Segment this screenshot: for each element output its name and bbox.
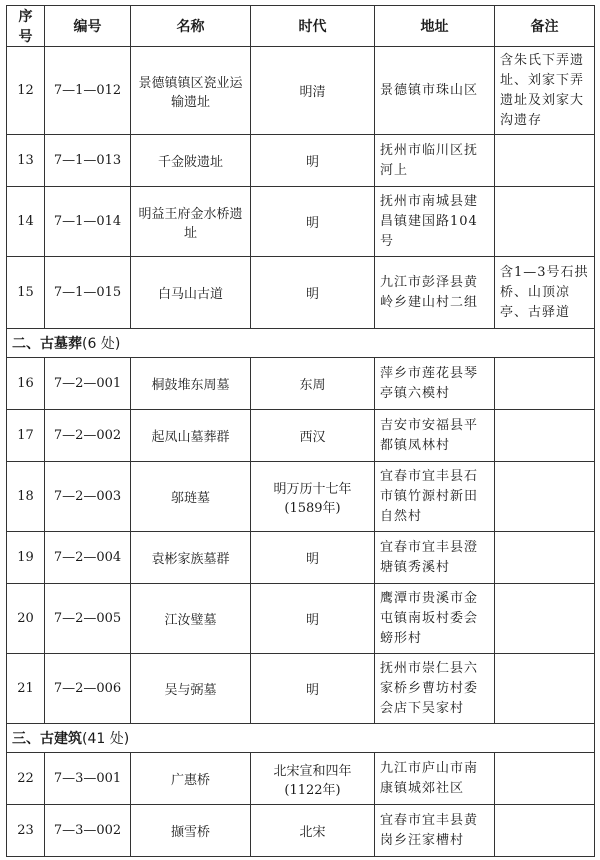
cell-seq: 23	[7, 805, 45, 857]
cell-note: 含1—3号石拱桥、山顶凉亭、古驿道	[495, 257, 595, 329]
cell-seq: 17	[7, 410, 45, 462]
cell-era: 西汉	[251, 410, 375, 462]
cell-era: 明万历十七年(1589年)	[251, 462, 375, 532]
table-row	[7, 47, 595, 135]
cell-name: 起凤山墓葬群	[131, 410, 251, 462]
cell-era: 北宋	[251, 805, 375, 857]
cell-name: 江汝璧墓	[131, 584, 251, 654]
cell-name: 白马山古道	[131, 257, 251, 329]
cell-seq: 21	[7, 654, 45, 724]
cell-note: 含朱氏下弄遗址、刘家下弄遗址及刘家大沟遗存	[495, 47, 595, 135]
cell-address: 抚州市崇仁县六家桥乡曹坊村委会店下吴家村	[375, 654, 495, 724]
cell-era: 明	[251, 187, 375, 257]
cell-era: 明	[251, 257, 375, 329]
cell-name: 桐鼓堆东周墓	[131, 358, 251, 410]
cell-address: 九江市庐山市南康镇城郊社区	[375, 753, 495, 805]
cell-note	[495, 532, 595, 584]
cell-address: 萍乡市莲花县琴亭镇六模村	[375, 358, 495, 410]
table-row	[7, 410, 595, 462]
cell-note	[495, 753, 595, 805]
header-seq: 序号	[7, 6, 45, 47]
cell-code: 7—3—002	[45, 805, 131, 857]
cell-code: 7—2—004	[45, 532, 131, 584]
cell-name: 吴与弼墓	[131, 654, 251, 724]
cell-note	[495, 187, 595, 257]
cell-name: 邬琏墓	[131, 462, 251, 532]
cell-era: 明清	[251, 47, 375, 135]
header-address: 地址	[375, 6, 495, 47]
category-row-buildings	[7, 724, 595, 753]
category-heading	[7, 724, 595, 753]
cell-name: 广惠桥	[131, 753, 251, 805]
cell-note	[495, 135, 595, 187]
cell-era: 东周	[251, 358, 375, 410]
cell-era: 明	[251, 584, 375, 654]
cell-code: 7—1—015	[45, 257, 131, 329]
cell-address: 宜春市宜丰县澄塘镇秀溪村	[375, 532, 495, 584]
cell-seq: 14	[7, 187, 45, 257]
cell-code: 7—2—006	[45, 654, 131, 724]
header-row	[7, 6, 595, 47]
cell-address: 抚州市南城县建昌镇建国路104号	[375, 187, 495, 257]
cell-code: 7—1—013	[45, 135, 131, 187]
cell-note	[495, 584, 595, 654]
cell-name: 袁彬家族墓群	[131, 532, 251, 584]
cell-era: 明	[251, 654, 375, 724]
header-code: 编号	[45, 6, 131, 47]
cell-seq: 20	[7, 584, 45, 654]
cell-name: 景德镇镇区瓷业运输遗址	[131, 47, 251, 135]
table-row	[7, 753, 595, 805]
table-row	[7, 532, 595, 584]
cell-address: 景德镇市珠山区	[375, 47, 495, 135]
cell-code: 7—1—012	[45, 47, 131, 135]
cell-era: 明	[251, 135, 375, 187]
category-count: (6 处)	[82, 336, 121, 352]
heritage-site-table	[6, 5, 595, 857]
cell-code: 7—1—014	[45, 187, 131, 257]
cell-seq: 16	[7, 358, 45, 410]
cell-name: 明益王府金水桥遗址	[131, 187, 251, 257]
table-row	[7, 135, 595, 187]
table-row	[7, 187, 595, 257]
cell-code: 7—3—001	[45, 753, 131, 805]
cell-era: 北宋宣和四年(1122年)	[251, 753, 375, 805]
cell-address: 九江市彭泽县黄岭乡建山村二组	[375, 257, 495, 329]
cell-address: 宜春市宜丰县石市镇竹源村新田自然村	[375, 462, 495, 532]
cell-note	[495, 410, 595, 462]
cell-note	[495, 462, 595, 532]
category-row-tombs	[7, 329, 595, 358]
table-row	[7, 257, 595, 329]
table-row	[7, 805, 595, 857]
header-era: 时代	[251, 6, 375, 47]
category-title: 三、古建筑	[12, 731, 82, 747]
table-row	[7, 358, 595, 410]
cell-seq: 13	[7, 135, 45, 187]
category-count: (41 处)	[82, 731, 130, 747]
cell-seq: 18	[7, 462, 45, 532]
cell-code: 7—2—005	[45, 584, 131, 654]
cell-seq: 19	[7, 532, 45, 584]
cell-address: 鹰潭市贵溪市金屯镇南坂村委会螃形村	[375, 584, 495, 654]
cell-seq: 22	[7, 753, 45, 805]
cell-name: 撷雪桥	[131, 805, 251, 857]
category-title: 二、古墓葬	[12, 336, 82, 352]
cell-code: 7—2—001	[45, 358, 131, 410]
table-row	[7, 462, 595, 532]
cell-address: 抚州市临川区抚河上	[375, 135, 495, 187]
cell-note	[495, 358, 595, 410]
cell-seq: 15	[7, 257, 45, 329]
table-row	[7, 584, 595, 654]
cell-address: 宜春市宜丰县黄岗乡汪家槽村	[375, 805, 495, 857]
header-name: 名称	[131, 6, 251, 47]
cell-seq: 12	[7, 47, 45, 135]
category-heading	[7, 329, 595, 358]
table-row	[7, 654, 595, 724]
header-note: 备注	[495, 6, 595, 47]
cell-code: 7—2—002	[45, 410, 131, 462]
cell-note	[495, 805, 595, 857]
cell-address: 吉安市安福县平都镇凤林村	[375, 410, 495, 462]
cell-note	[495, 654, 595, 724]
cell-name: 千金陂遗址	[131, 135, 251, 187]
cell-code: 7—2—003	[45, 462, 131, 532]
cell-era: 明	[251, 532, 375, 584]
